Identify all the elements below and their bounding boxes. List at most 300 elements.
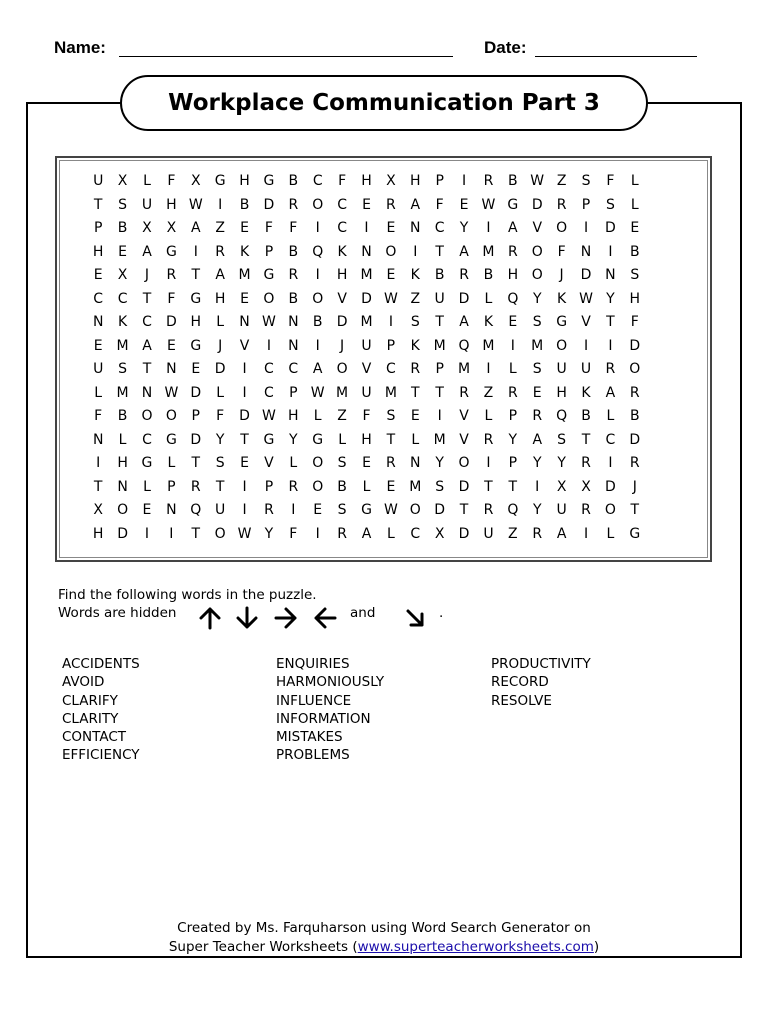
grid-letter: Q [458,337,470,354]
grid-letter: W [262,408,276,424]
grid-letter: B [312,314,323,330]
grid-letter: G [141,455,153,471]
grid-letter: L [94,384,103,401]
grid-letter: I [218,196,223,213]
grid-letter: L [411,431,420,448]
grid-letter: B [581,408,591,424]
grid-letter: M [360,314,373,330]
footer-prefix: Super Teacher Worksheets ( [168,939,358,955]
grid-letter: A [556,525,567,542]
grid-letter: Y [606,290,615,307]
footer-credit-line: Created by Ms. Farquharson using Word Search Generator on [177,920,591,936]
grid-letter: U [580,361,592,377]
grid-letter: A [410,196,421,213]
grid-letter: W [237,525,252,542]
grid-letter: T [386,431,396,448]
grid-letter: R [483,431,494,448]
grid-letter: G [629,525,641,542]
grid-letter: T [459,502,469,518]
date-blank-line[interactable] [535,56,697,57]
grid-letter: M [384,384,397,401]
grid-letter: T [191,525,201,542]
grid-letter: B [239,196,250,213]
grid-letter: R [581,502,591,518]
grid-letter: R [605,361,616,377]
grid-letter: L [630,173,639,189]
grid-letter: U [483,525,494,542]
grid-letter: L [362,478,371,495]
grid-letter: K [557,290,567,307]
grid-letter: O [629,361,641,377]
grid-letter: C [142,314,152,330]
grid-letter: P [167,478,176,495]
grid-letter: K [483,314,494,330]
grid-letter: H [336,267,348,283]
grid-letter: S [118,361,128,377]
grid-letter: H [410,173,421,189]
grid-letter: P [581,196,591,213]
grid-letter: D [605,220,616,236]
grid-letter: W [383,290,398,307]
grid-letter: L [118,431,127,448]
grid-letter: Q [556,408,568,424]
grid-letter: H [361,431,372,448]
grid-letter: M [360,267,373,283]
grid-letter: O [336,361,348,377]
grid-letter: S [532,314,542,330]
grid-letter: Q [507,290,519,307]
grid-letter: K [239,243,250,260]
grid-letter: R [532,525,543,542]
grid-letter: E [362,196,371,213]
title-banner [120,75,648,131]
grid-letter: Q [190,502,202,518]
grid-letter: W [383,502,398,518]
grid-letter: J [340,337,345,354]
grid-letter: X [386,173,396,189]
grid-letter: M [336,384,349,401]
grid-letter: S [386,408,396,424]
grid-letter: I [608,455,613,471]
grid-letter: X [166,220,177,236]
grid-letter: I [583,337,589,354]
grid-letter: I [437,408,442,424]
grid-letter: D [190,384,202,401]
word-item: AVOID [62,674,105,691]
grid-letter: D [629,431,641,448]
grid-letter: P [264,243,274,260]
grid-letter: T [191,267,201,283]
grid-letter: R [459,384,469,401]
grid-letter: U [361,384,372,401]
grid-letter: N [288,314,299,330]
grid-letter: R [386,196,396,213]
grid-letter: M [433,337,446,354]
grid-letter: X [93,502,103,518]
grid-letter: W [481,196,496,213]
grid-letter: O [531,267,543,283]
grid-letter: S [605,196,615,213]
grid-letter: F [167,290,176,307]
grid-letter: Q [507,502,519,518]
grid-letter: V [337,290,347,307]
grid-letter: G [165,431,177,448]
grid-letter: Z [337,408,347,424]
grid-letter: P [508,455,518,471]
grid-letter: O [556,220,568,236]
grid-letter: L [143,173,151,189]
grid-letter: B [288,173,299,189]
grid-letter: C [93,290,104,307]
grid-letter: E [166,337,176,354]
grid-letter: D [117,525,128,542]
word-item: INFLUENCE [276,692,352,709]
word-item: RECORD [491,674,549,691]
grid-letter: S [215,455,225,471]
grid-letter: N [239,314,250,330]
grid-letter: Y [289,431,298,448]
grid-letter: E [386,478,396,495]
grid-letter: I [583,220,589,236]
grid-letter: G [361,502,372,518]
grid-letter: R [410,361,421,377]
grid-letter: A [215,267,225,283]
grid-letter: C [142,431,152,448]
grid-letter: L [606,408,615,424]
grid-letter: Y [459,220,469,236]
grid-row [86,382,647,406]
grid-letter: H [507,267,519,283]
grid-letter: S [630,267,640,283]
grid-row [86,405,647,429]
grid-letter: E [191,361,201,377]
grid-letter: F [362,408,371,424]
word-item: ACCIDENTS [62,656,140,672]
grid-letter: Y [264,525,274,542]
grid-letter: U [434,290,445,307]
grid-letter: I [486,455,491,471]
grid-letter: T [142,290,152,307]
grid-letter: H [361,173,372,189]
grid-letter: I [608,337,613,354]
grid-letter: I [96,455,101,471]
grid-letter: L [508,361,517,377]
grid-letter: O [214,525,226,542]
grid-letter: E [362,455,371,471]
grid-letter: V [264,455,274,471]
grid-letter: Y [532,290,542,307]
grid-letter: R [483,173,494,189]
grid-letter: R [629,455,640,471]
grid-letter: P [264,478,274,495]
grid-letter: Q [312,243,324,260]
grid-letter: L [338,431,346,448]
grid-letter: R [581,455,591,471]
grid-letter: P [289,384,298,401]
grid-row [86,452,647,476]
grid-letter: O [556,337,568,354]
grid-row [86,311,647,335]
grid-letter: K [410,337,420,354]
grid-letter: F [289,525,298,542]
grid-letter: I [315,220,320,236]
grid-letter: A [312,361,323,377]
name-blank-line[interactable] [119,56,453,57]
grid-letter: F [338,173,347,189]
grid-letter: I [315,267,320,283]
grid-letter: E [532,384,542,401]
grid-row [86,217,647,241]
grid-letter: B [117,408,128,424]
grid-letter: C [605,431,616,448]
grid-letter: M [433,431,446,448]
grid-letter: V [459,431,469,448]
grid-letter: N [117,478,128,495]
grid-letter: N [288,337,299,354]
grid-letter: X [142,220,152,236]
grid-letter: Z [215,220,225,236]
grid-letter: P [191,408,200,424]
grid-letter: H [92,525,104,542]
grid-letter: D [165,314,177,330]
grid-letter: O [141,408,153,424]
grid-letter: F [167,173,176,189]
grid-letter: X [434,525,445,542]
grid-letter: Y [557,455,566,471]
grid-letter: V [459,408,469,424]
grid-letter: R [483,502,494,518]
grid-letter: I [291,502,296,518]
grid-letter: D [190,431,202,448]
grid-letter: L [606,525,615,542]
grid-letter: T [240,431,249,448]
grid-letter: F [216,408,225,424]
word-item: EFFICIENCY [62,747,140,764]
grid-letter: R [629,384,640,401]
grid-letter: O [312,290,324,307]
grid-letter: F [264,220,273,236]
grid-letter: T [215,478,225,495]
grid-letter: M [409,478,422,495]
grid-letter: R [215,243,226,260]
grid-letter: E [93,267,103,283]
grid-letter: K [117,314,128,330]
grid-letter: U [93,361,104,377]
grid-letter: Y [215,431,225,448]
grid-letter: M [458,361,471,377]
grid-letter: T [508,478,518,495]
grid-letter: I [242,361,247,377]
grid-letter: U [556,361,567,377]
grid-letter: S [581,173,591,189]
grid-letter: T [435,314,444,330]
grid-row [86,499,647,523]
grid-letter: W [262,314,276,330]
grid-letter: B [434,267,445,283]
grid-letter: W [164,384,179,401]
grid-letter: E [459,196,469,213]
grid-letter: K [410,267,420,283]
grid-letter: T [191,455,201,471]
arrow-up-icon [198,606,222,630]
grid-letter: X [190,173,201,189]
grid-letter: W [310,384,325,401]
grid-letter: K [337,243,347,260]
word-item: RESOLVE [491,692,552,709]
grid-letter: D [214,361,226,377]
grid-letter: M [238,267,251,283]
grid-letter: I [144,525,150,542]
grid-letter: V [239,337,250,354]
grid-letter: P [435,173,444,189]
grid-letter: F [289,220,298,236]
grid-letter: F [557,243,566,260]
grid-letter: I [413,243,418,260]
grid-letter: D [580,267,592,283]
grid-letter: L [216,314,225,330]
grid-letter: X [117,173,128,189]
grid-letter: I [388,314,393,330]
grid-letter: H [629,290,641,307]
grid-letter: G [263,267,275,283]
grid-letter: S [557,431,567,448]
grid-letter: L [289,455,298,471]
grid-letter: C [312,173,323,189]
grid-letter: I [169,525,174,542]
grid-letter: I [193,243,198,260]
grid-letter: N [166,502,177,518]
grid-letter: B [117,220,128,236]
word-item: CLARITY [62,710,119,727]
grid-letter: C [434,220,445,236]
grid-letter: A [605,384,616,401]
word-item: HARMONIOUSLY [276,674,385,691]
grid-letter: M [116,337,129,354]
grid-letter: X [556,478,567,495]
grid-letter: B [508,173,518,189]
grid-letter: J [144,267,150,283]
word-item: MISTAKES [276,729,343,746]
grid-letter: U [93,173,104,189]
grid-letter: L [484,408,493,424]
grid-letter: I [461,173,467,189]
grid-letter: R [264,502,274,518]
grid-letter: U [215,502,226,518]
grid-letter: I [535,478,540,495]
grid-row [86,264,647,288]
grid-letter: T [142,361,152,377]
grid-row [86,476,647,500]
grid-letter: O [165,408,177,424]
grid-letter: O [263,290,275,307]
grid-letter: A [361,525,372,542]
grid-letter: B [483,267,494,283]
grid-letter: H [92,243,104,260]
arrow-right-icon [274,606,298,630]
grid-letter: L [216,384,225,401]
grid-letter: R [337,525,347,542]
grid-letter: R [190,478,201,495]
grid-letter: U [141,196,153,213]
footer-source-line [0,939,768,955]
grid-letter: C [117,290,128,307]
grid-letter: O [312,196,324,213]
grid-letter: T [435,384,444,401]
grid-letter: R [459,267,469,283]
grid-letter: N [166,361,177,377]
grid-letter: L [386,525,395,542]
grid-letter: A [142,337,152,354]
grid-letter: G [165,243,177,260]
instructions-line-1: Find the following words in the puzzle. [58,587,317,603]
grid-letter: A [459,314,469,330]
grid-letter: D [531,196,543,213]
grid-letter: A [190,220,201,236]
grid-letter: W [188,196,203,213]
grid-letter: Z [410,290,421,307]
grid-letter: D [458,478,470,495]
grid-letter: E [240,455,249,471]
word-item: ENQUIRIES [276,656,350,672]
grid-letter: D [336,314,348,330]
grid-letter: G [507,196,519,213]
grid-row [86,429,647,453]
grid-letter: F [435,196,444,213]
grid-letter: I [266,337,271,354]
grid-letter: H [214,290,226,307]
grid-letter: J [218,337,223,354]
grid-letter: U [361,337,372,354]
word-list-column-2 [276,655,384,765]
grid-letter: J [559,267,564,283]
grid-letter: R [507,243,518,260]
word-item: INFORMATION [276,710,371,727]
word-list-column-3 [491,655,591,710]
grid-letter: B [629,243,640,260]
grid-letter: I [364,220,369,236]
grid-letter: I [315,337,320,354]
letter-grid [86,170,647,546]
grid-letter: Y [435,455,444,471]
grid-letter: E [93,337,103,354]
grid-letter: O [409,502,421,518]
website-link[interactable]: www.superteacherworksheets.com [357,939,594,955]
grid-letter: B [288,243,299,260]
grid-letter: E [386,220,396,236]
grid-letter: I [242,478,247,495]
grid-letter: R [556,196,567,213]
grid-letter: C [337,220,347,236]
grid-letter: H [166,196,177,213]
grid-letter: Z [483,384,494,401]
grid-letter: C [337,196,347,213]
word-item: PRODUCTIVITY [491,656,591,672]
grid-letter: O [312,478,324,495]
grid-letter: I [242,502,247,518]
grid-letter: S [337,455,347,471]
grid-letter: O [312,455,324,471]
grid-letter: S [532,361,542,377]
grid-letter: R [507,384,518,401]
instructions-line-2: Words are hidden [58,605,177,621]
grid-row [86,241,647,265]
grid-letter: D [239,408,250,424]
grid-letter: E [118,243,128,260]
grid-letter: K [581,384,591,401]
grid-letter: Z [556,173,567,189]
grid-letter: O [458,455,470,471]
grid-letter: X [581,478,591,495]
